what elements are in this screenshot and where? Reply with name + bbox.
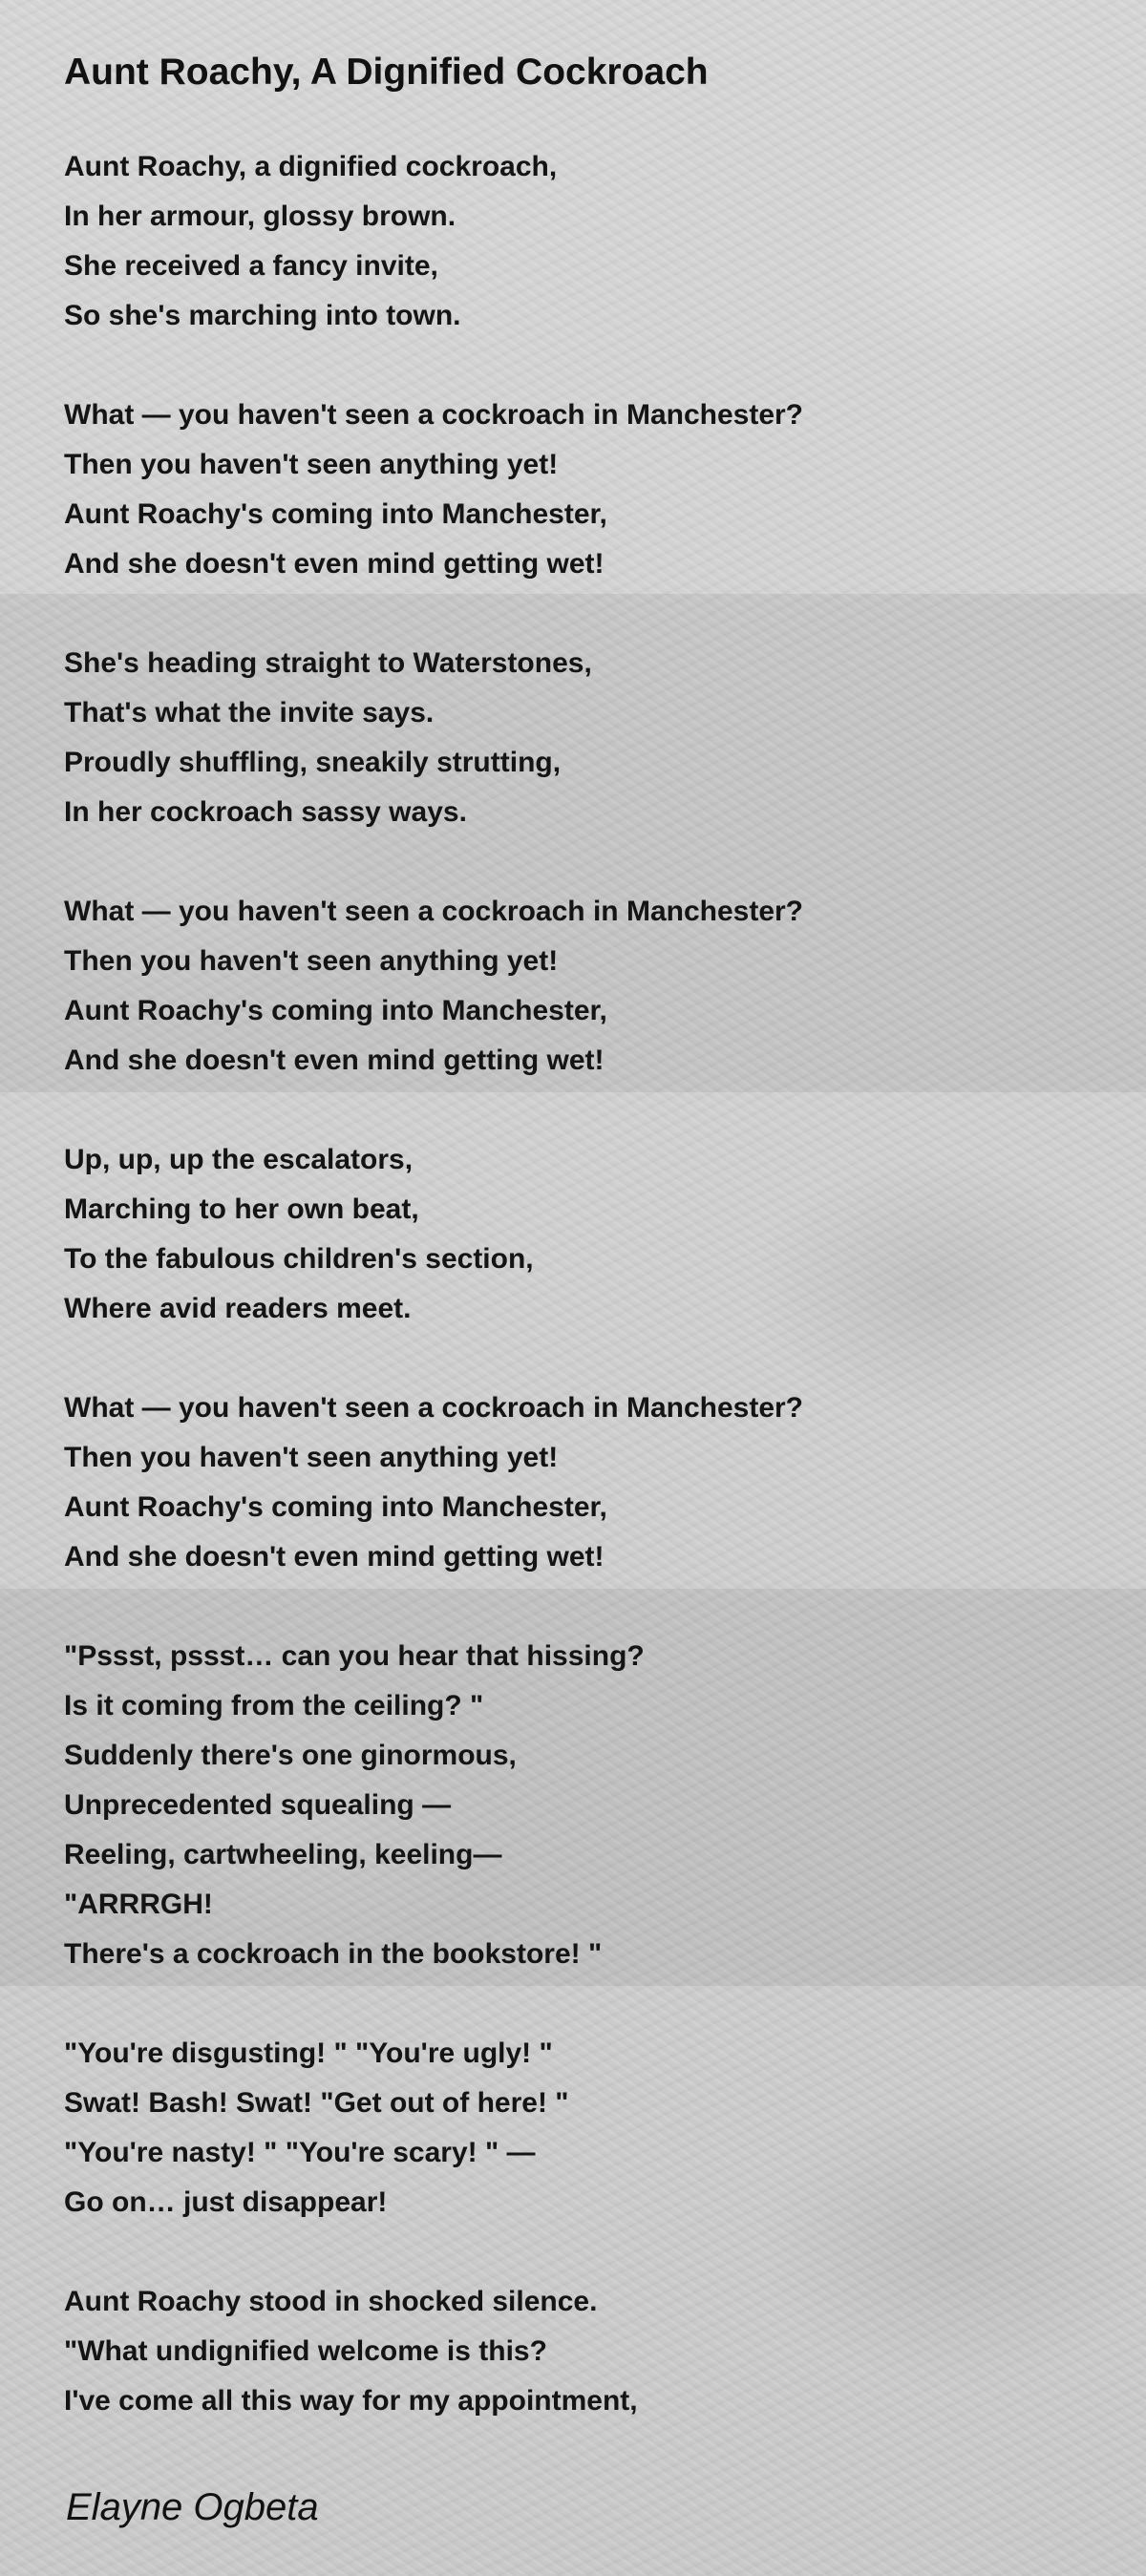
- poem-line: There's a cockroach in the bookstore! ": [64, 1938, 603, 1970]
- poem-line: Aunt Roachy, a dignified cockroach,: [64, 151, 558, 182]
- poem-line: "You're disgusting! " "You're ugly! ": [64, 2038, 553, 2069]
- stanza-gap: [64, 1086, 1095, 1135]
- poem-line: Swat! Bash! Swat! "Get out of here! ": [64, 2087, 569, 2119]
- poem-line: Then you haven't seen anything yet!: [64, 945, 559, 977]
- stanza: [64, 1632, 1095, 1979]
- stanza: [64, 1135, 1095, 1334]
- poem-line: "ARRRGH!: [64, 1889, 213, 1920]
- stanza-gap: [64, 2228, 1095, 2277]
- poem-line: Aunt Roachy's coming into Manchester,: [64, 995, 607, 1026]
- stanza: [64, 391, 1095, 589]
- poem-line: "Pssst, pssst… can you hear that hissing?: [64, 1640, 645, 1672]
- poem-line: So she's marching into town.: [64, 300, 461, 331]
- poem-line: Where avid readers meet.: [64, 1293, 412, 1324]
- poem-author: Elayne Ogbeta: [66, 2486, 319, 2528]
- poem-line: She received a fancy invite,: [64, 250, 438, 282]
- poem-line: And she doesn't even mind getting wet!: [64, 1541, 605, 1573]
- poem-line: Reeling, cartwheeling, keeling—: [64, 1839, 502, 1870]
- stanza: [64, 887, 1095, 1086]
- poem-line: Go on… just disappear!: [64, 2186, 388, 2218]
- poem-body: [64, 142, 1095, 2426]
- stanza: [64, 142, 1095, 341]
- stanza-gap: [64, 1979, 1095, 2029]
- poem-line: Aunt Roachy's coming into Manchester,: [64, 1491, 607, 1523]
- stanza-gap: [64, 837, 1095, 887]
- poem-title: Aunt Roachy, A Dignified Cockroach: [64, 52, 709, 93]
- poem-line: That's what the invite says.: [64, 697, 435, 728]
- stanza-gap: [64, 1582, 1095, 1632]
- poem-line: Then you haven't seen anything yet!: [64, 1442, 559, 1473]
- poem-line: What — you haven't seen a cockroach in Manchester?: [64, 896, 804, 927]
- poem-line: Aunt Roachy stood in shocked silence.: [64, 2286, 598, 2317]
- poem-line: Marching to her own beat,: [64, 1193, 419, 1225]
- poem-line: Proudly shuffling, sneakily strutting,: [64, 747, 562, 778]
- poem-line: What — you haven't seen a cockroach in Manchester?: [64, 399, 804, 431]
- stanza-gap: [64, 589, 1095, 639]
- poem-line: Suddenly there's one ginormous,: [64, 1740, 517, 1771]
- poem-line: To the fabulous children's section,: [64, 1243, 534, 1275]
- poem-line: I've come all this way for my appointment,: [64, 2385, 638, 2417]
- poem-line: Aunt Roachy's coming into Manchester,: [64, 498, 607, 530]
- poem-line: Is it coming from the ceiling? ": [64, 1690, 484, 1721]
- stanza-gap: [64, 1334, 1095, 1383]
- poem-line: She's heading straight to Waterstones,: [64, 647, 592, 679]
- poem-line: "You're nasty! " "You're scary! " —: [64, 2137, 536, 2168]
- poem-line: What — you haven't seen a cockroach in Manchester?: [64, 1392, 804, 1424]
- stanza: [64, 2277, 1095, 2426]
- poem-line: Then you haven't seen anything yet!: [64, 449, 559, 480]
- stanza: [64, 1383, 1095, 1582]
- poem-line: In her cockroach sassy ways.: [64, 796, 467, 828]
- poem-line: In her armour, glossy brown.: [64, 201, 456, 232]
- poem-line: "What undignified welcome is this?: [64, 2335, 547, 2367]
- stanza-gap: [64, 341, 1095, 391]
- poem-line: And she doesn't even mind getting wet!: [64, 548, 605, 580]
- stanza: [64, 639, 1095, 837]
- poem-line: Unprecedented squealing —: [64, 1789, 452, 1821]
- poem-line: And she doesn't even mind getting wet!: [64, 1045, 605, 1076]
- stanza: [64, 2029, 1095, 2228]
- poem-line: Up, up, up the escalators,: [64, 1144, 414, 1175]
